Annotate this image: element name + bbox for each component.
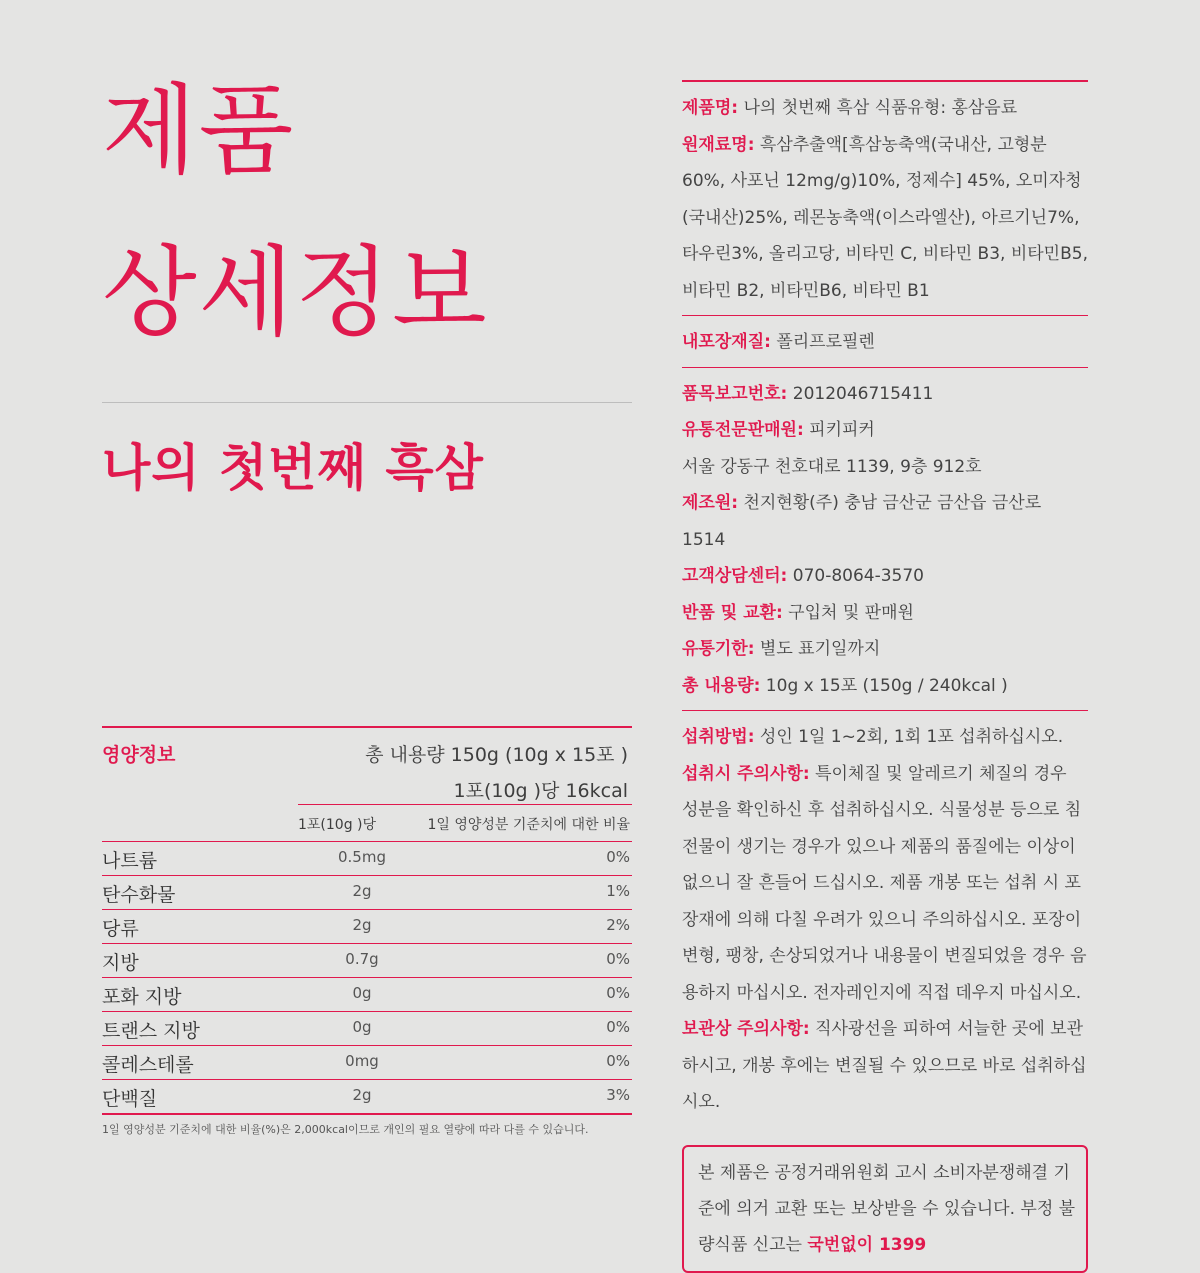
row-label: 트랜스 지방 <box>102 1020 200 1042</box>
row-label: 탄수화물 <box>102 884 176 906</box>
intake-label: 섭취방법: <box>682 727 755 747</box>
product-info <box>682 80 1088 1273</box>
packaging-value: 폴리프로필렌 <box>770 332 875 352</box>
info-product <box>682 90 1088 127</box>
nutrition-per-serving: 1포(10g )당 16kcal <box>453 780 628 802</box>
row-label: 당류 <box>102 918 139 940</box>
heading-line-2: 상세정보 <box>102 236 489 350</box>
storage-label: 보관상 주의사항: <box>682 1019 810 1039</box>
row-label: 콜레스테롤 <box>102 1054 194 1076</box>
volume-label: 총 내용량: <box>682 675 761 696</box>
ingredients-value: 흑삼추출액[흑삼농축액(국내산, 고형분 60%, 사포닌 12mg/g)10%, 정제수] 45%, 오미자청(국내산)25%, 레몬농축액(이스라엘산), 아르기닌7%, 타우린3%, 올리고당, 비타민 C, 비타민 B3, 비타민B5, 비타민 B2, 비타민B6, 비타민 B1 <box>682 134 1088 301</box>
table-row <box>102 1079 632 1113</box>
seller-value: 피키피커 <box>803 420 875 440</box>
info-maker <box>682 485 1088 558</box>
notice-text: 본 제품은 공정거래위원회 고시 소비자분쟁해결 기준에 의거 교환 또는 보상받을 수 있습니다. 부정 불량식품 신고는 <box>698 1162 1076 1255</box>
table-row <box>102 1045 632 1079</box>
row-amount: 2g <box>352 1086 372 1104</box>
caution-value: 특이체질 및 알레르기 체질의 경우 성분을 확인하신 후 섭취하십시오. 식물성분 등으로 침전물이 생기는 경우가 있으나 제품의 품질에는 이상이 없으니 잘 흔들어 드십시오. 제품 개봉 또는 섭취 시 포장재에 의해 다칠 우려가 있으니 주의하십시오. 포장이 변형, 팽창, 손상되었거나 내용물이 변질되었을 경우 음용하지 마십시오. 전자레인지에 직접 데우지 마십시오. <box>682 763 1087 1003</box>
storage-value: 직사광선을 피하여 서늘한 곳에 보관하시고, 개봉 후에는 변질될 수 있으므로 바로 섭취하십시오. <box>682 1019 1087 1112</box>
info-report <box>682 376 1088 413</box>
intake-value: 성인 1일 1~2회, 1회 1포 섭취하십시오. <box>754 727 1064 747</box>
row-label: 나트륨 <box>102 850 158 872</box>
product-value: 나의 첫번째 흑삼 식품유형: 홍삼음료 <box>738 98 1018 118</box>
caution-label: 섭취시 주의사항: <box>682 763 810 784</box>
row-amount: 0mg <box>345 1052 379 1070</box>
row-amount: 0.7g <box>345 950 379 968</box>
divider <box>102 402 632 403</box>
packaging-label: 내포장재질: <box>682 332 771 352</box>
ingredients-label: 원재료명: <box>682 134 755 155</box>
row-label: 지방 <box>102 952 139 974</box>
table-row <box>102 909 632 943</box>
maker-label: 제조원: <box>682 493 739 513</box>
report-value: 2012046715411 <box>787 383 934 404</box>
row-label: 단백질 <box>102 1088 158 1110</box>
row-percent: 1% <box>606 882 630 900</box>
notice-hotline: 국번없이 1399 <box>807 1234 927 1255</box>
heading-line-1: 제품 <box>102 74 296 188</box>
info-intake <box>682 719 1088 756</box>
info-block-product <box>682 80 1088 315</box>
consumer-notice-box <box>682 1145 1088 1273</box>
cs-value: 070-8064-3570 <box>787 566 924 586</box>
product-label: 제품명: <box>682 98 739 118</box>
nutrition-total: 총 내용량 150g (10g x 15포 ) <box>365 744 628 766</box>
info-block-company <box>682 367 1088 711</box>
table-row <box>102 841 632 875</box>
volume-value: 10g x 15포 (150g / 240kcal ) <box>760 675 1008 696</box>
info-ingredients <box>682 127 1088 310</box>
row-percent: 0% <box>606 950 630 968</box>
table-row <box>102 977 632 1011</box>
row-amount: 2g <box>352 882 372 900</box>
info-expiry <box>682 631 1088 668</box>
table-row <box>102 875 632 909</box>
row-percent: 0% <box>606 1018 630 1036</box>
seller-address: 서울 강동구 천호대로 1139, 9층 912호 <box>682 456 982 477</box>
info-packaging <box>682 324 1088 361</box>
info-cs <box>682 558 1088 595</box>
row-amount: 0g <box>352 984 372 1002</box>
row-amount: 0g <box>352 1018 372 1036</box>
row-percent: 2% <box>606 916 630 934</box>
cs-label: 고객상담센터: <box>682 566 788 586</box>
nutrition-column-header <box>102 805 632 841</box>
nutrition-bottom-rule <box>102 1113 632 1115</box>
info-block-packaging <box>682 315 1088 367</box>
row-amount: 0.5mg <box>338 848 386 866</box>
info-return <box>682 595 1088 632</box>
row-amount: 2g <box>352 916 372 934</box>
info-caution <box>682 756 1088 1121</box>
nutrition-table <box>102 726 632 1137</box>
column-percent: 1일 영양성분 기준치에 대한 비율 <box>427 817 630 833</box>
column-amount: 1포(10g )당 <box>298 817 377 833</box>
table-row <box>102 1011 632 1045</box>
nutrition-footnote: 1일 영양성분 기준치에 대한 비율(%)은 2,000kcal이므로 개인의 필요 열량에 따라 다를 수 있습니다. <box>102 1123 589 1136</box>
return-value: 구입처 및 판매원 <box>782 602 914 623</box>
expiry-label: 유통기한: <box>682 639 755 659</box>
info-seller <box>682 412 1088 449</box>
nutrition-header <box>102 728 632 804</box>
row-percent: 3% <box>606 1086 630 1104</box>
maker-value: 천지현황(주) 충남 금산군 금산읍 금산로 1514 <box>682 493 1042 550</box>
row-label: 포화 지방 <box>102 986 182 1008</box>
table-row <box>102 943 632 977</box>
row-percent: 0% <box>606 848 630 866</box>
product-name: 나의 첫번째 흑삼 <box>102 439 484 497</box>
return-label: 반품 및 교환: <box>682 602 783 623</box>
seller-label: 유통전문판매원: <box>682 420 804 440</box>
info-volume <box>682 668 1088 705</box>
row-percent: 0% <box>606 1052 630 1070</box>
row-percent: 0% <box>606 984 630 1002</box>
info-block-usage <box>682 710 1088 1127</box>
expiry-value: 별도 표기일까지 <box>754 639 881 659</box>
report-label: 품목보고번호: <box>682 383 788 404</box>
nutrition-title: 영양정보 <box>102 744 176 766</box>
